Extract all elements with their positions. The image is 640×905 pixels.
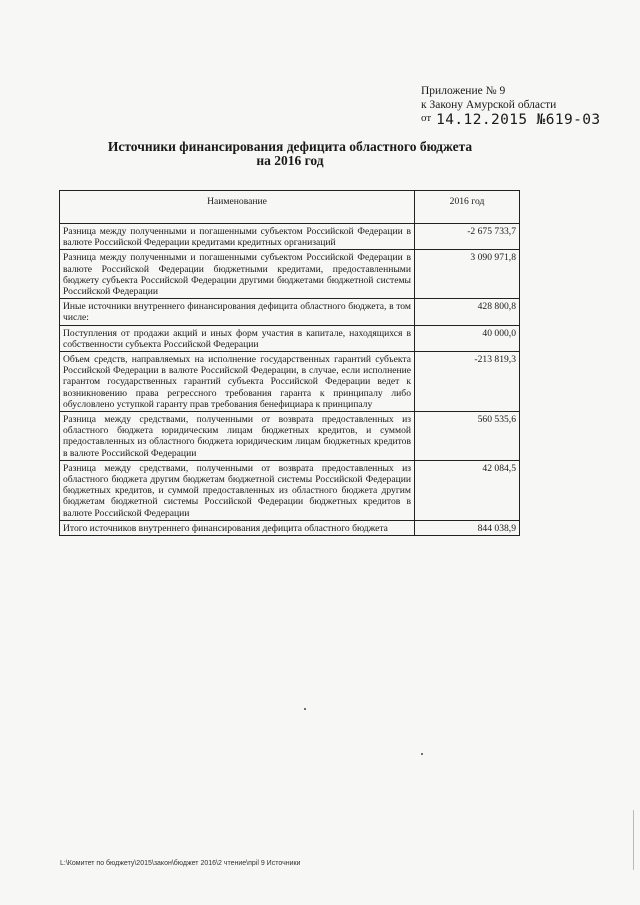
table-row	[60, 325, 520, 351]
row-value: 428 800,8	[415, 299, 520, 325]
scan-speck	[421, 753, 423, 755]
header-name: Наименование	[60, 191, 415, 224]
file-path-footer: L:\Комитет по бюджету\2015\закон\бюджет 2016\2 чтение\прil 9 Источники	[60, 860, 301, 867]
row-name: Разница между полученными и погашенными субъектом Российской Федерации в валюте Российской Федерации бюджетными кредитами, предоставленными бюджету субъекта Российской Федерации другими бюджетами бюджетной системы Российской Федерации	[60, 250, 415, 299]
row-name: Разница между полученными и погашенными субъектом Российской Федерации в валюте Российской Федерации кредитами кредитных организаций	[60, 224, 415, 250]
scan-speck	[304, 708, 306, 710]
appendix-block	[421, 84, 601, 128]
financing-sources-table	[59, 190, 520, 536]
title-line-2: на 2016 год	[256, 153, 324, 168]
row-name: Разница между средствами, полученными от возврата предоставленных из областного бюджета юридическим лицам бюджетных кредитов, и суммой предоставленных из областного бюджета юридическим лицам бюджетных кредитов в валюте Российской Федерации	[60, 412, 415, 461]
row-name: Поступления от продажи акций и иных форм участия в капитале, находящихся в собственности субъекта Российской Федерации	[60, 325, 415, 351]
document-title	[100, 140, 480, 168]
table-header-row	[60, 191, 520, 224]
title-line-1: Источники финансирования дефицита областного бюджета	[107, 139, 473, 154]
row-name: Объем средств, направляемых на исполнение государственных гарантий субъекта Российской Федерации в валюте Российской Федерации, в случае, если исполнение гарантом государственных гарантий субъекта Российской Федерации ведет к возникновению права регрессного требования гаранта к принципалу либо обусловлено уступкой гаранту прав требования бенефициара к принципалу	[60, 352, 415, 412]
appendix-from-label: от	[421, 112, 432, 124]
appendix-date-stamp	[421, 113, 601, 128]
row-value: 3 090 971,8	[415, 250, 520, 299]
row-name: Иные источники внутреннего финансирования дефицита областного бюджета, в том числе:	[60, 299, 415, 325]
scan-edge-mark	[633, 810, 634, 870]
table-row	[60, 352, 520, 412]
table-row	[60, 460, 520, 520]
table-row	[60, 250, 520, 299]
table-row	[60, 412, 520, 461]
row-value: 560 535,6	[415, 412, 520, 461]
header-year: 2016 год	[415, 191, 520, 224]
row-value: 844 038,9	[415, 520, 520, 535]
table-row	[60, 224, 520, 250]
row-value: 42 084,5	[415, 460, 520, 520]
row-value: 40 000,0	[415, 325, 520, 351]
table-row	[60, 299, 520, 325]
appendix-date-number: 14.12.2015 №619-03	[436, 112, 601, 128]
row-value: -2 675 733,7	[415, 224, 520, 250]
row-value: -213 819,3	[415, 352, 520, 412]
appendix-law-ref: к Закону Амурской области	[421, 99, 557, 111]
table-row-total	[60, 520, 520, 535]
row-name: Разница между средствами, полученными от возврата предоставленных из областного бюджета другим бюджетам бюджетной системы Российской Федерации бюджетных кредитов, и суммой предоставленных из областного бюджета другим бюджетам бюджетной системы Российской Федерации бюджетных кредитов в валюте Российской Федерации	[60, 460, 415, 520]
appendix-title: Приложение № 9	[421, 85, 506, 97]
row-name: Итого источников внутреннего финансирования дефицита областного бюджета	[60, 520, 415, 535]
